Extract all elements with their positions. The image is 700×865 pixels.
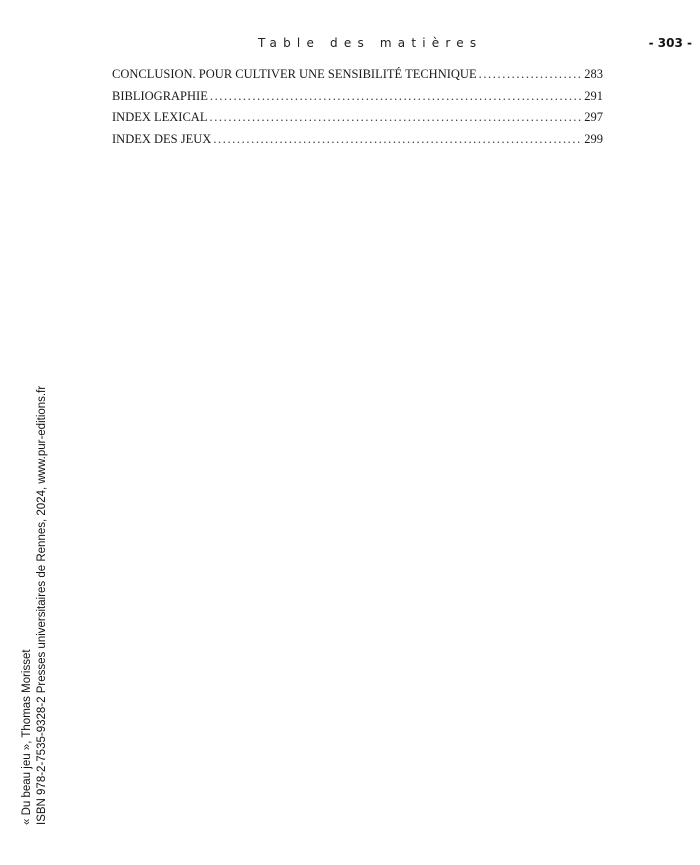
toc-entry-label: INDEX LEXICAL [112, 110, 208, 124]
toc-entry-label: BIBLIOGRAPHIE [112, 88, 208, 103]
running-head [0, 36, 700, 54]
toc-entry-page: 283 [584, 67, 603, 81]
toc-entry-page: 297 [584, 110, 603, 124]
toc-entry-label: CONCLUSION. POUR CULTIVER UNE SENSIBILITÉ TECHNIQUE [112, 67, 477, 81]
side-credit-line-isbn: ISBN 978-2-7535-9328-2 Presses universitaires de Rennes, 2024, www.pur-editions.fr [36, 385, 48, 825]
toc-entry-page: 299 [584, 131, 603, 146]
table-of-contents [112, 67, 603, 153]
toc-leader-dots [479, 67, 583, 82]
running-title: Table des matières [258, 36, 483, 50]
side-credit-line-title: « Du beau jeu », Thomas Morisset [21, 649, 33, 825]
toc-entry-conclusion [112, 67, 603, 89]
toc-leader-dots [209, 110, 582, 125]
toc-leader-dots [213, 132, 582, 147]
page-number: - 303 - [648, 36, 692, 50]
toc-entry-page: 291 [584, 88, 603, 103]
side-credit-watermark [20, 385, 50, 825]
toc-entry-index-des-jeux [112, 132, 603, 154]
toc-entry-bibliographie [112, 89, 603, 111]
toc-leader-dots [210, 89, 582, 104]
toc-entry-label: INDEX DES JEUX [112, 131, 212, 146]
toc-entry-index-lexical [112, 110, 603, 132]
